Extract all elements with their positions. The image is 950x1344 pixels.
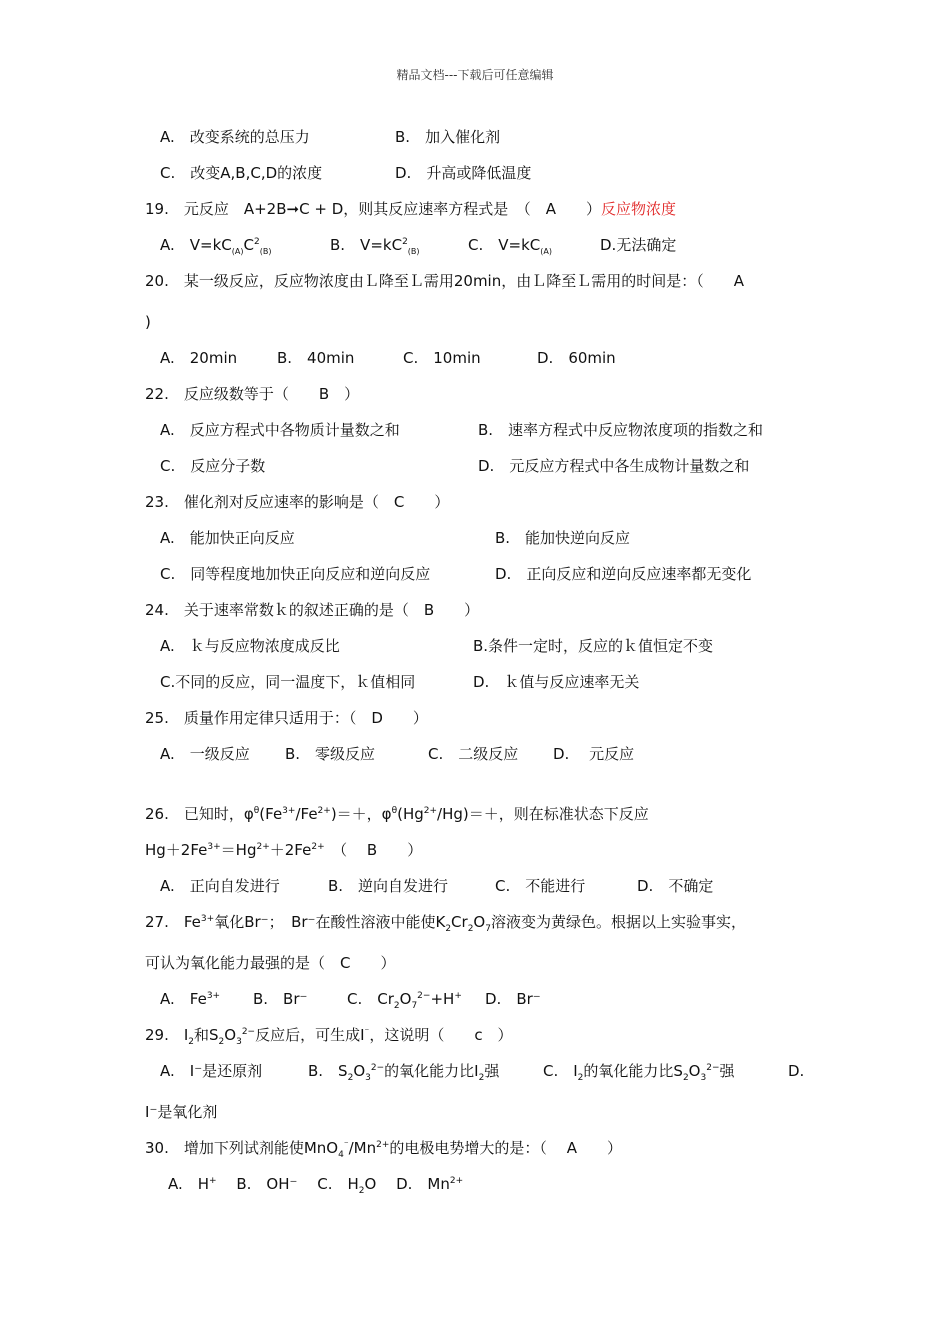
- q29-option-d-text: I⁻是氧化剂: [145, 1103, 218, 1121]
- q30-option-b: B. OH⁻: [236, 1175, 298, 1193]
- q30-option-a: A. H+: [168, 1175, 217, 1193]
- q25-option-b: B. 零级反应: [285, 745, 376, 763]
- q19-option-d: D.无法确定: [600, 236, 677, 254]
- q26-stem-line2: $Hg+2Fe^{3+}=Hg^{2+}+2Fe^{2+}$ （ B ）: [145, 841, 423, 859]
- q20-stem: 20. 某一级反应，反应物浓度由Ｌ降至Ｌ需用20min，由Ｌ降至Ｌ需用的时间是：（ A: [145, 272, 744, 290]
- q29-stem: 29. $I_2$和$S_2O_3^{2-}$反应后，可生成I⁻，这说明（ c ）: [145, 1026, 513, 1047]
- arrow-icon: ➞: [286, 200, 300, 218]
- q20-option-a: A. 20min: [160, 349, 238, 367]
- q24-stem: 24. 关于速率常数ｋ的叙述正确的是（ B ）: [145, 601, 480, 619]
- q22-stem: 22. 反应级数等于（ B ）: [145, 385, 360, 403]
- q24-option-b: B.条件一定时，反应的ｋ值恒定不变: [473, 637, 714, 655]
- q29-option-a: A. I⁻是还原剂: [160, 1062, 263, 1080]
- q26-option-a: A. 正向自发进行: [160, 877, 280, 895]
- q19-option-c: C. $V=kC_{(A)}$: [468, 236, 552, 256]
- q26-stem-line1: 26. 已知时，$\varphi^\theta(Fe^{3+}/Fe^{2+})=+$，$\varphi^\theta(Hg^{2+}/Hg)=+$，则在标准状态下反应: [145, 805, 649, 823]
- q25-option-c: C. 二级反应: [428, 745, 519, 763]
- q22-option-c: C. 反应分子数: [160, 457, 266, 475]
- q19-option-a: A. $V=kC_{(A)}C^2_{(B)}$: [160, 236, 272, 256]
- q23-option-a: A. 能加快正向反应: [160, 529, 295, 547]
- q27-option-d: D. Br⁻: [485, 990, 541, 1008]
- q18-option-c: C. 改变A,B,C,D的浓度: [160, 164, 323, 182]
- q26-option-d: D. 不确定: [637, 877, 714, 895]
- q26-option-c: C. 不能进行: [495, 877, 586, 895]
- q20-option-d: D. 60min: [537, 349, 616, 367]
- q19-stem: 19. 元反应 A+2B➞C + D，则其反应速率方程式是 （ A ）反应物浓度: [145, 200, 677, 218]
- q30-option-d: D. $Mn^{2+}$: [396, 1175, 464, 1193]
- q22-option-a: A. 反应方程式中各物质计量数之和: [160, 421, 400, 439]
- q25-option-d: D. 元反应: [553, 745, 635, 763]
- q20-option-b: B. 40min: [277, 349, 355, 367]
- q22-option-b: B. 速率方程式中反应物浓度项的指数之和: [478, 421, 764, 439]
- q27-option-c: C. $Cr_2O_7^{2-}+H^+$: [347, 990, 462, 1011]
- q18-option-b: B. 加入催化剂: [395, 128, 501, 146]
- q26-option-b: B. 逆向自发进行: [328, 877, 449, 895]
- page-header: 精品文档---下载后可任意编辑: [396, 68, 554, 82]
- q18-option-a: A. 改变系统的总压力: [160, 128, 310, 146]
- q20-option-c: C. 10min: [403, 349, 481, 367]
- q30-options: [168, 1174, 463, 1194]
- q30-option-c: C. $H_2O$: [317, 1175, 377, 1196]
- q29-option-c: C. $I_2$的氧化能力比$S_2O_3^{2-}$强: [543, 1062, 735, 1083]
- q25-stem: 25. 质量作用定律只适用于：（ D ）: [145, 709, 428, 727]
- q27-stem-line2: 可认为氧化能力最强的是（ C ）: [145, 954, 396, 972]
- q23-option-d: D. 正向反应和逆向反应速率都无变化: [495, 565, 752, 583]
- q24-option-c: C.不同的反应，同一温度下，ｋ值相同: [160, 673, 416, 691]
- q27-option-b: B. Br⁻: [253, 990, 308, 1008]
- q23-option-b: B. 能加快逆向反应: [495, 529, 631, 547]
- q23-option-c: C. 同等程度地加快正向反应和逆向反应: [160, 565, 431, 583]
- q19-option-b: B. $V=kC^2_{(B)}$: [330, 236, 420, 256]
- q25-option-a: A. 一级反应: [160, 745, 250, 763]
- q27-option-a: A. $Fe^{3+}$: [160, 990, 221, 1008]
- q24-option-a: A. ｋ与反应物浓度成反比: [160, 637, 340, 655]
- q23-stem: 23. 催化剂对反应速率的影响是（ C ）: [145, 493, 450, 511]
- q29-option-d: D.: [788, 1062, 805, 1080]
- q27-stem-line1: 27. $Fe^{3+}$氧化Br⁻； Br⁻在酸性溶液中能使$K_2Cr_2O_7$溶液变为黄绿色。根据以上实验事实，: [145, 913, 746, 934]
- q22-option-d: D. 元反应方程式中各生成物计量数之和: [478, 457, 750, 475]
- q24-option-d: D. ｋ值与反应速率无关: [473, 673, 640, 691]
- q18-option-d: D. 升高或降低温度: [395, 164, 532, 182]
- q19-annotation: 反应物浓度: [601, 200, 677, 218]
- q20-stem-end: ): [145, 313, 151, 331]
- q29-option-b: B. $S_2O_3^{2-}$的氧化能力比$I_2$强: [308, 1062, 500, 1083]
- q30-stem: 30. 增加下列试剂能使$MnO_4^{^-}/Mn^{2+}$的电极电势增大的是：（ A ）: [145, 1139, 622, 1160]
